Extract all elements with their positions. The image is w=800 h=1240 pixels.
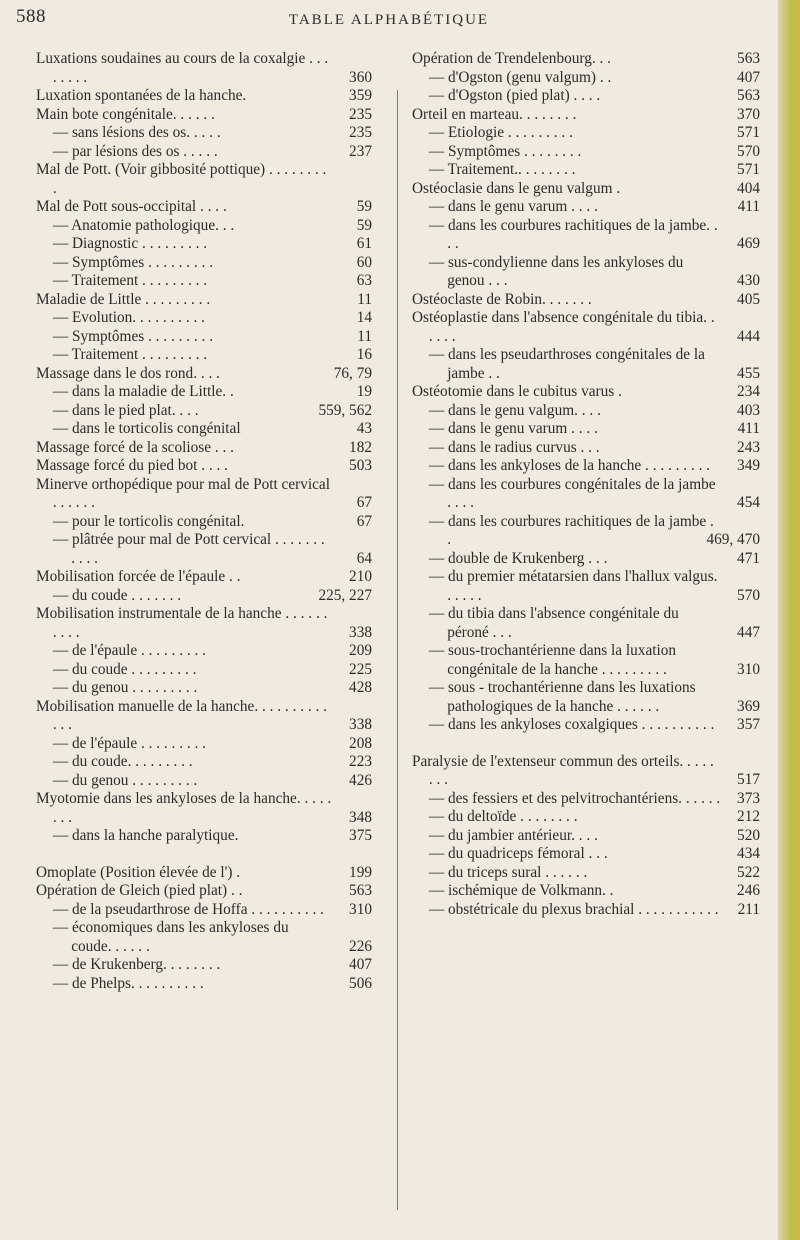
entry-page: 469 [737, 235, 760, 252]
index-entry [36, 198, 372, 217]
index-entry [412, 217, 760, 254]
index-entry [412, 790, 760, 809]
entry-label: — Diagnostic . . . . . . . . . [52, 235, 208, 252]
entry-page: 63 [356, 272, 372, 289]
index-entry [36, 50, 372, 87]
entry-label: Ostéoclasie dans le genu valgum . [412, 179, 621, 197]
entry-page: 246 [737, 882, 760, 899]
entry-label: — de Krukenberg. . . . . . . . [52, 956, 221, 973]
index-entry [36, 882, 372, 901]
entry-label: Ostéotomie dans le cubitus varus . [412, 383, 622, 400]
entry-page: 404 [737, 179, 760, 197]
entry-label: — de l'épaule . . . . . . . . . [52, 734, 206, 752]
entry-page: 571 [737, 124, 760, 141]
entry-page: 469, 470 [706, 531, 760, 548]
entry-label: — dans le genu valgum. . . . [428, 401, 601, 419]
entry-page: 506 [349, 974, 372, 992]
index-entry [36, 457, 372, 476]
index-entry [412, 87, 760, 106]
index-entry [36, 975, 372, 994]
entry-label: Massage dans le dos rond. . . . [36, 364, 220, 382]
entry-page: 559, 562 [318, 401, 372, 419]
entry-page: 348 [349, 808, 372, 826]
index-entry [36, 272, 372, 291]
index-entry [412, 901, 760, 920]
index-entry [412, 513, 760, 550]
index-entry [36, 790, 372, 827]
index-entry [36, 531, 372, 568]
entry-page: 60 [356, 253, 372, 271]
entry-label: Maladie de Little . . . . . . . . . [36, 290, 211, 308]
entry-label: — du jambier antérieur. . . . [428, 826, 598, 844]
entry-label: Opération de Trendelenbourg. . . [412, 50, 611, 67]
entry-page: 359 [349, 87, 372, 104]
entry-page: 226 [349, 937, 372, 955]
section-gap [412, 735, 760, 753]
entry-page: 407 [737, 68, 760, 86]
index-entry [412, 106, 760, 125]
entry-page: 182 [349, 438, 372, 456]
entry-page: 338 [349, 623, 372, 641]
entry-page: 349 [737, 457, 760, 474]
entry-page: 405 [737, 290, 760, 308]
entry-page: 426 [349, 771, 372, 789]
entry-label: — du genou . . . . . . . . . [52, 679, 198, 696]
entry-label: — ischémique de Volkmann. . [428, 882, 614, 899]
entry-label: — du deltoïde . . . . . . . . [428, 808, 578, 825]
entry-label: — dans les courbures rachitiques de la jambe . . [428, 512, 714, 548]
entry-label: Orteil en marteau. . . . . . . . [412, 105, 577, 123]
index-entry [412, 161, 760, 180]
entry-page: 61 [356, 235, 372, 252]
entry-label: Ostéoplastie dans l'absence congénitale du tibia. . . . . . [412, 309, 715, 345]
entry-label: Minerve orthopédique pour mal de Pott cervical . . . . . . [36, 475, 330, 511]
entry-label: Myotomie dans les ankyloses de la hanche. . . . . . . . [36, 790, 332, 826]
index-entry [36, 124, 372, 143]
index-entry [412, 642, 760, 679]
entry-label: — du coude. . . . . . . . . [52, 753, 193, 770]
entry-page: 447 [737, 623, 760, 641]
page-number: 588 [16, 6, 46, 27]
entry-page: 225 [349, 660, 372, 678]
index-entry [412, 124, 760, 143]
index-entry [36, 679, 372, 698]
entry-label: — Symptômes . . . . . . . . . [52, 327, 214, 345]
entry-label: — sans lésions des os. . . . . [52, 124, 221, 141]
entry-label: — sous-trochantérienne dans la luxation congénitale de la hanche . . . . . . . . . [428, 642, 677, 678]
index-entry [36, 161, 372, 198]
entry-label: Mobilisation manuelle de la hanche. . . . . . . . . . . . . [36, 697, 327, 733]
entry-page: 370 [737, 105, 760, 123]
index-entry [412, 808, 760, 827]
index-entry [36, 476, 372, 513]
entry-label: — Symptômes . . . . . . . . [428, 142, 582, 160]
entry-label: — dans les courbures rachitiques de la jambe. . . . [428, 216, 718, 252]
entry-label: — du tibia dans l'absence congénitale du péroné . . . [428, 605, 679, 641]
entry-page: 338 [349, 716, 372, 733]
index-entry [412, 50, 760, 69]
entry-page: 522 [737, 863, 760, 881]
entry-label: — sous - trochantérienne dans les luxations pathologiques de la hanche . . . . . . [428, 679, 696, 715]
index-entry [36, 735, 372, 754]
index-entry [412, 383, 760, 402]
entry-label: — plâtrée pour mal de Pott cervical . . . . . . . . . . . [52, 531, 325, 567]
entry-page: 571 [737, 161, 760, 178]
entry-label: — du premier métatarsien dans l'hallux valgus. . . . . . [428, 568, 718, 604]
entry-label: — pour le torticolis congénital. [52, 512, 245, 530]
index-entry [36, 87, 372, 106]
entry-label: Mal de Pott. (Voir gibbosité pottique) . . . . . . . . . [36, 161, 327, 197]
entry-page: 199 [349, 863, 372, 881]
entry-page: 360 [349, 68, 372, 86]
entry-page: 11 [357, 290, 372, 308]
index-entry [36, 956, 372, 975]
entry-label: Paralysie de l'extenseur commun des orteils. . . . . . . . [412, 752, 714, 788]
entry-label: — dans le genu varum . . . . [428, 198, 598, 215]
entry-page: 225, 227 [318, 586, 372, 604]
entry-label: Luxations soudaines au cours de la coxalgie . . . . . . . . [36, 50, 329, 86]
index-entry [412, 346, 760, 383]
index-entry [36, 753, 372, 772]
index-entry [412, 827, 760, 846]
page-edge [778, 0, 800, 1240]
entry-label: Mobilisation forcée de l'épaule . . [36, 568, 241, 585]
entry-page: 59 [356, 198, 372, 215]
entry-page: 209 [349, 642, 372, 659]
entry-label: — de l'épaule . . . . . . . . . [52, 642, 206, 659]
entry-page: 14 [356, 309, 372, 326]
index-entry [36, 772, 372, 791]
entry-label: — dans la hanche paralytique. [52, 827, 239, 844]
index-entry [36, 309, 372, 328]
index-entry [36, 864, 372, 883]
entry-page: 235 [349, 124, 372, 141]
entry-page: 243 [737, 438, 760, 456]
entry-label: — dans le radius curvus . . . [428, 438, 600, 456]
index-entry [36, 568, 372, 587]
index-entry [36, 513, 372, 532]
entry-label: — dans le genu varum . . . . [428, 420, 598, 437]
entry-label: — obstétricale du plexus brachial . . . . . . . . . . . [428, 900, 719, 918]
index-entry [412, 679, 760, 716]
index-entry [412, 180, 760, 199]
entry-page: 471 [737, 549, 760, 567]
entry-page: 76, 79 [333, 364, 372, 382]
entry-page: 67 [356, 512, 372, 530]
index-entry [36, 587, 372, 606]
index-entry [36, 402, 372, 421]
entry-page: 310 [349, 900, 372, 918]
entry-page: 212 [737, 808, 760, 825]
entry-page: 19 [356, 383, 372, 400]
entry-label: Omoplate (Position élevée de l') . [36, 863, 241, 881]
index-entry [36, 919, 372, 956]
entry-label: Luxation spontanées de la hanche. [36, 87, 247, 104]
index-entry [412, 420, 760, 439]
entry-page: 444 [737, 327, 760, 345]
entry-page: 403 [737, 401, 760, 419]
entry-page: 43 [356, 420, 372, 437]
entry-label: — du genou . . . . . . . . . [52, 771, 198, 789]
entry-label: — du triceps sural . . . . . . [428, 863, 588, 881]
entry-page: 11 [357, 327, 372, 345]
entry-label: — Traitement . . . . . . . . . [52, 346, 208, 363]
entry-page: 517 [737, 771, 760, 788]
entry-label: — économiques dans les ankyloses du coude. . . . . . [52, 919, 289, 955]
entry-page: 210 [349, 568, 372, 585]
entry-page: 455 [737, 364, 760, 382]
index-entry [36, 642, 372, 661]
index-entry [412, 309, 760, 346]
entry-label: — par lésions des os . . . . . [52, 142, 218, 160]
entry-page: 428 [349, 679, 372, 696]
entry-page: 208 [349, 734, 372, 752]
entry-label: — double de Krukenberg . . . [428, 549, 608, 567]
entry-page: 570 [737, 586, 760, 604]
index-entry [412, 568, 760, 605]
entry-label: Massage forcé du pied bot . . . . [36, 457, 229, 474]
index-entry [36, 143, 372, 162]
index-entry [412, 254, 760, 291]
index-entry [36, 383, 372, 402]
running-head: TABLE ALPHABÉTIQUE [288, 12, 490, 28]
entry-page: 407 [349, 956, 372, 973]
index-entry [412, 198, 760, 217]
entry-label: — de la pseudarthrose de Hoffa . . . . . . . . . . [52, 900, 324, 918]
entry-label: — dans le torticolis congénital [52, 420, 241, 437]
entry-page: 223 [349, 753, 372, 770]
entry-page: 563 [737, 87, 760, 104]
index-entry [412, 882, 760, 901]
entry-page: 411 [737, 420, 760, 437]
index-entry [412, 402, 760, 421]
column-divider [397, 90, 398, 1210]
index-entry [412, 69, 760, 88]
entry-label: — du coude . . . . . . . [52, 586, 182, 604]
index-entry [412, 753, 760, 790]
entry-label: Opération de Gleich (pied plat) . . [36, 882, 243, 899]
entry-page: 59 [356, 216, 372, 234]
entry-label: Mobilisation instrumentale de la hanche . . . . . . . . . . [36, 605, 328, 641]
entry-label: — du quadriceps fémoral . . . [428, 845, 608, 862]
entry-label: — de Phelps. . . . . . . . . . [52, 974, 204, 992]
index-entry [412, 716, 760, 735]
entry-label: — Traitement . . . . . . . . . [52, 272, 208, 289]
entry-label: — Traitement.. . . . . . . . [428, 161, 576, 178]
index-entry [412, 439, 760, 458]
entry-label: Massage forcé de la scoliose . . . [36, 438, 234, 456]
entry-label: — Symptômes . . . . . . . . . [52, 253, 214, 271]
entry-label: Main bote congénitale. . . . . . [36, 105, 215, 123]
index-entry [36, 217, 372, 236]
entry-label: — dans les pseudarthroses congénitales de la jambe . . [428, 346, 705, 382]
index-entry [36, 328, 372, 347]
entry-page: 430 [737, 272, 760, 289]
index-entry [412, 457, 760, 476]
entry-label: — Etiologie . . . . . . . . . [428, 124, 573, 141]
entry-label: — d'Ogston (pied plat) . . . . [428, 87, 601, 104]
entry-label: Mal de Pott sous-occipital . . . . [36, 198, 227, 215]
entry-page: 411 [737, 198, 760, 215]
entry-page: 211 [737, 900, 760, 918]
index-entry [36, 235, 372, 254]
section-gap [36, 846, 372, 864]
entry-page: 563 [737, 50, 760, 67]
entry-page: 375 [349, 827, 372, 844]
entry-page: 67 [356, 494, 372, 511]
entry-page: 64 [356, 549, 372, 567]
entry-page: 235 [349, 105, 372, 123]
index-entry [412, 476, 760, 513]
index-column-left [36, 50, 372, 993]
entry-page: 237 [349, 142, 372, 160]
entry-label: — des fessiers et des pelvitrochantériens. . . . . . [428, 789, 721, 807]
entry-page: 357 [737, 716, 760, 733]
entry-page: 310 [737, 660, 760, 678]
index-entry [412, 143, 760, 162]
entry-label: — dans la maladie de Little. . [52, 383, 234, 400]
entry-label: — dans les courbures congénitales de la jambe . . . . [428, 475, 716, 511]
entry-page: 570 [737, 142, 760, 160]
index-entry [36, 827, 372, 846]
entry-label: — Anatomie pathologique. . . [52, 216, 235, 234]
index-entry [36, 291, 372, 310]
entry-label: — dans les ankyloses coxalgiques . . . . . . . . . . [428, 716, 715, 733]
entry-page: 369 [737, 697, 760, 715]
entry-page: 434 [737, 845, 760, 862]
index-entry [36, 346, 372, 365]
index-column-right [412, 50, 760, 919]
entry-page: 563 [349, 882, 372, 899]
index-entry [36, 420, 372, 439]
index-entry [36, 901, 372, 920]
entry-label: — dans les ankyloses de la hanche . . . . . . . . . [428, 457, 711, 474]
index-entry [36, 661, 372, 680]
index-entry [412, 845, 760, 864]
index-entry [36, 698, 372, 735]
index-entry [36, 605, 372, 642]
entry-page: 373 [737, 789, 760, 807]
index-entry [36, 254, 372, 273]
entry-page: 503 [349, 457, 372, 474]
entry-label: — Evolution. . . . . . . . . . [52, 309, 205, 326]
entry-page: 234 [737, 383, 760, 400]
index-entry [412, 864, 760, 883]
entry-page: 454 [737, 494, 760, 511]
index-entry [36, 439, 372, 458]
entry-label: — dans le pied plat. . . . [52, 401, 199, 419]
index-entry [36, 365, 372, 384]
entry-label: — d'Ogston (genu valgum) . . [428, 68, 612, 86]
entry-page: 16 [356, 346, 372, 363]
entry-page: 520 [737, 826, 760, 844]
index-entry [412, 550, 760, 569]
index-entry [36, 106, 372, 125]
entry-label: — sus-condylienne dans les ankyloses du genou . . . [428, 253, 684, 289]
entry-label: — du coude . . . . . . . . . [52, 660, 197, 678]
index-entry [412, 605, 760, 642]
entry-label: Ostéoclaste de Robin. . . . . . . [412, 290, 592, 308]
index-entry [412, 291, 760, 310]
